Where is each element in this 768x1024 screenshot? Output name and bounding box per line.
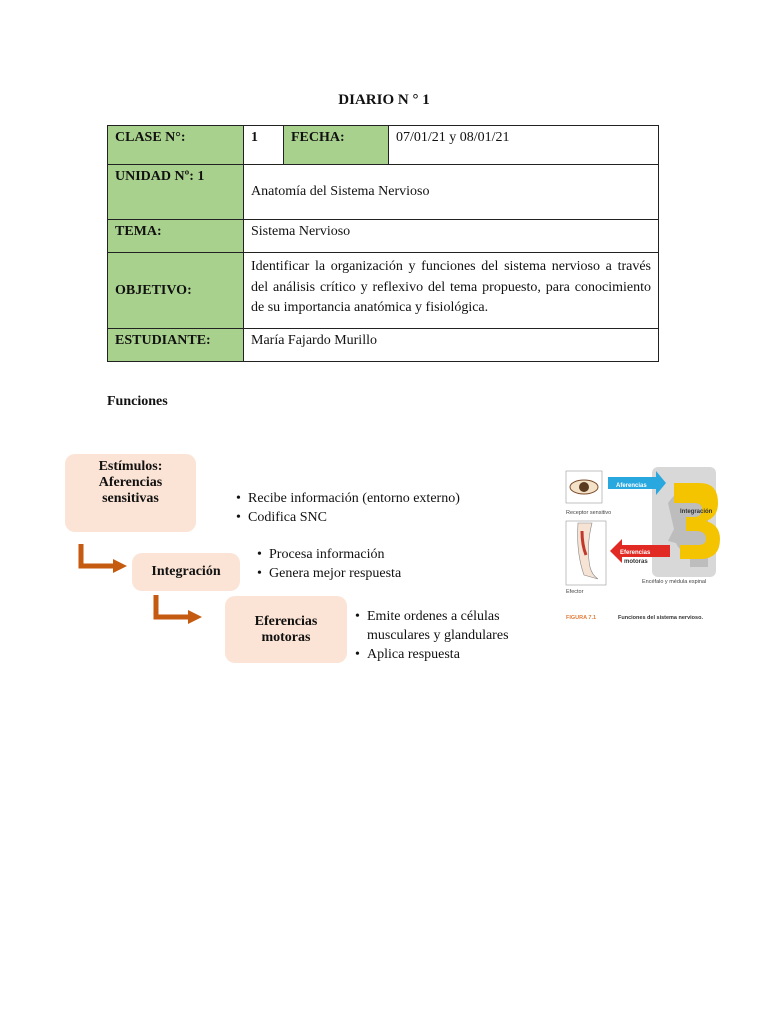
efferent-line-1: Eferencias <box>254 613 318 629</box>
figure-receptor-label: Receptor sensitivo <box>566 510 612 516</box>
nervous-system-figure <box>560 463 736 643</box>
afferent-bullets <box>236 489 460 527</box>
afferent-line-1: Estímulos: <box>98 459 163 474</box>
afferent-line-2: Aferencias <box>98 475 163 490</box>
figure-efferent-label: Eferencias motoras <box>620 550 651 565</box>
list-item: • Recibe información (entorno externo) <box>236 489 460 508</box>
list-item: • Procesa información <box>257 545 401 564</box>
unidad-label: UNIDAD Nº: 1 <box>108 165 244 220</box>
arrow-to-efferent-icon <box>152 595 204 625</box>
afferent-line-3: sensitivas <box>102 491 159 506</box>
list-item: • Aplica respuesta <box>355 645 535 664</box>
eye-iris-icon <box>579 482 589 492</box>
tema-label: TEMA: <box>108 220 244 253</box>
efferent-bullets <box>355 607 535 664</box>
figure-effector-label: Efector <box>566 589 584 595</box>
document-title: DIARIO N ° 1 <box>338 92 430 108</box>
tema-value: Sistema Nervioso <box>244 220 659 253</box>
arrow-to-integration-icon <box>77 544 129 574</box>
row-unidad <box>108 165 659 220</box>
section-title: Funciones <box>107 394 168 409</box>
figure-afferent-label: Aferencias sensitivas <box>616 483 648 496</box>
row-clase <box>108 126 659 165</box>
unidad-value: Anatomía del Sistema Nervioso <box>244 165 659 220</box>
figure-caption-number: FIGURA 7.1 <box>566 615 597 621</box>
integration-bullets <box>257 545 401 583</box>
estudiante-label: ESTUDIANTE: <box>108 329 244 362</box>
list-item: • Genera mejor respuesta <box>257 564 401 583</box>
efferent-box <box>225 596 347 663</box>
figure-brain-label: Encéfalo y médula espinal <box>642 579 707 585</box>
efferent-line-2: motoras <box>261 629 311 645</box>
integration-label: Integración <box>151 564 221 579</box>
afferent-box <box>65 454 196 532</box>
clase-label: CLASE N°: <box>108 126 244 165</box>
figure-integration-label: Integración <box>680 509 713 515</box>
fecha-value: 07/01/21 y 08/01/21 <box>389 126 659 165</box>
fecha-label: FECHA: <box>284 126 389 165</box>
estudiante-value: María Fajardo Murillo <box>244 329 659 362</box>
figure-caption-text: Funciones del sistema nervioso. <box>618 615 703 621</box>
row-estudiante <box>108 329 659 362</box>
list-item: • Codifica SNC <box>236 508 460 527</box>
objetivo-label: OBJETIVO: <box>108 253 244 329</box>
clase-value: 1 <box>244 126 284 165</box>
info-table <box>107 125 659 362</box>
row-tema <box>108 220 659 253</box>
integration-box <box>132 553 240 591</box>
objetivo-value: Identificar la organización y funciones del sistema nervioso a través del análisis crítico y reflexivo del tema propuesto, para conocimiento de su importancia anatómica y fisiológica. <box>244 253 659 329</box>
row-objetivo <box>108 253 659 329</box>
list-item: • Emite ordenes a células musculares y glandulares <box>355 607 535 645</box>
